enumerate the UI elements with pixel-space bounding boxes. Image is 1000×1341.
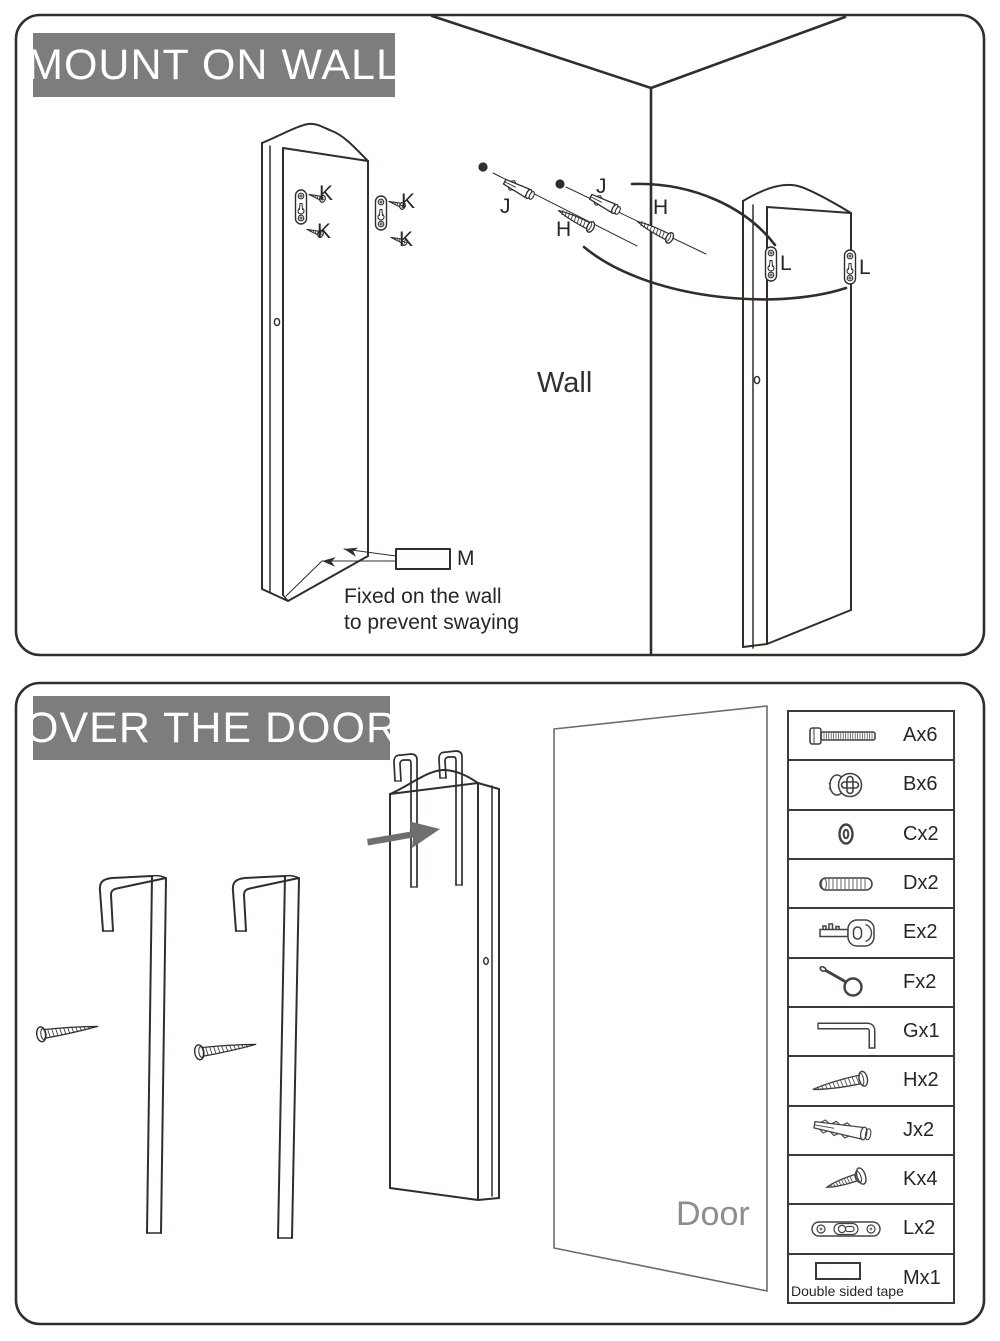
part-label: Dx2 bbox=[903, 872, 939, 895]
eye-screw-icon bbox=[789, 959, 903, 1006]
keyhole-bracket bbox=[296, 190, 307, 224]
wall-hardware bbox=[478, 162, 706, 254]
cabinet-mounted-right bbox=[743, 185, 856, 648]
fix-note bbox=[344, 584, 519, 635]
wall-label: Wall bbox=[537, 367, 593, 399]
parts-table-row bbox=[789, 712, 953, 761]
label-j2: J bbox=[596, 175, 607, 198]
wood-dowel-icon bbox=[789, 860, 903, 907]
part-label: Ax6 bbox=[903, 724, 938, 747]
door-screw bbox=[36, 1019, 99, 1042]
door-screw bbox=[194, 1037, 257, 1060]
parts-table-row bbox=[789, 909, 953, 958]
parts-table-row bbox=[789, 811, 953, 860]
parts-table-row bbox=[789, 1255, 953, 1302]
tape-caption: Double sided tape bbox=[791, 1282, 904, 1299]
parts-table-row bbox=[789, 1057, 953, 1106]
wall-panel-border bbox=[16, 15, 984, 655]
tape-rect bbox=[815, 1262, 861, 1280]
allen-key-icon bbox=[789, 1008, 903, 1055]
direction-arrow bbox=[367, 822, 440, 849]
keyhole-bracket-icon bbox=[789, 1205, 903, 1252]
label-h2: H bbox=[653, 196, 669, 219]
hex-bolt-icon bbox=[789, 712, 903, 759]
part-label: Hx2 bbox=[903, 1069, 939, 1092]
label-k3: K bbox=[401, 190, 416, 213]
part-label: Fx2 bbox=[903, 970, 937, 993]
part-label: Ex2 bbox=[903, 921, 938, 944]
label-l2: L bbox=[859, 256, 871, 279]
part-label: Kx4 bbox=[903, 1168, 938, 1191]
part-label: Mx1 bbox=[903, 1266, 941, 1289]
parts-table-row bbox=[789, 1205, 953, 1254]
barrel-nut-icon bbox=[789, 761, 903, 808]
wall-panel-title: MOUNT ON WALL bbox=[33, 33, 395, 97]
parts-table bbox=[787, 710, 955, 1304]
short-screw-icon bbox=[789, 1156, 903, 1203]
parts-table-row bbox=[789, 1156, 953, 1205]
door-label: Door bbox=[676, 1195, 750, 1233]
label-m: M bbox=[457, 547, 475, 570]
part-label: Lx2 bbox=[903, 1217, 936, 1240]
hook-on-cabinet-1 bbox=[394, 754, 417, 887]
fix-note-line2: to prevent swaying bbox=[344, 610, 520, 634]
parts-table-row bbox=[789, 1107, 953, 1156]
label-k2: K bbox=[317, 220, 332, 243]
part-label: Cx2 bbox=[903, 822, 939, 845]
label-j1: J bbox=[500, 195, 511, 218]
part-label: Jx2 bbox=[903, 1118, 935, 1141]
parts-table-row bbox=[789, 860, 953, 909]
wall-anchor-icon bbox=[789, 1107, 903, 1154]
key-icon bbox=[789, 909, 903, 956]
part-label: Bx6 bbox=[903, 773, 938, 796]
label-k1: K bbox=[319, 182, 334, 205]
label-h1: H bbox=[556, 218, 572, 241]
keyhole-bracket bbox=[766, 247, 777, 281]
fix-note-line1: Fixed on the wall bbox=[344, 585, 502, 608]
hanging-guide-arcs bbox=[584, 184, 846, 300]
door-panel-title: OVER THE DOOR bbox=[33, 696, 390, 760]
parts-table-row bbox=[789, 959, 953, 1008]
wall-corner bbox=[432, 16, 845, 653]
parts-table-row bbox=[789, 1008, 953, 1057]
over-door-hook-2 bbox=[233, 876, 299, 1238]
cabinet-with-hooks bbox=[390, 751, 499, 1200]
mounting-screw bbox=[635, 216, 675, 244]
over-door-hook-1 bbox=[100, 876, 166, 1233]
keyhole-bracket bbox=[376, 196, 387, 230]
double-sided-tape-icon bbox=[789, 1255, 903, 1302]
label-l1: L bbox=[780, 252, 792, 275]
part-label: Gx1 bbox=[903, 1020, 940, 1043]
keyhole-bracket bbox=[845, 250, 856, 284]
parts-table-row bbox=[789, 761, 953, 810]
long-screw-icon bbox=[789, 1057, 903, 1104]
washer-icon bbox=[789, 811, 903, 858]
label-k4: K bbox=[399, 228, 414, 251]
cabinet-back-left bbox=[262, 124, 408, 601]
